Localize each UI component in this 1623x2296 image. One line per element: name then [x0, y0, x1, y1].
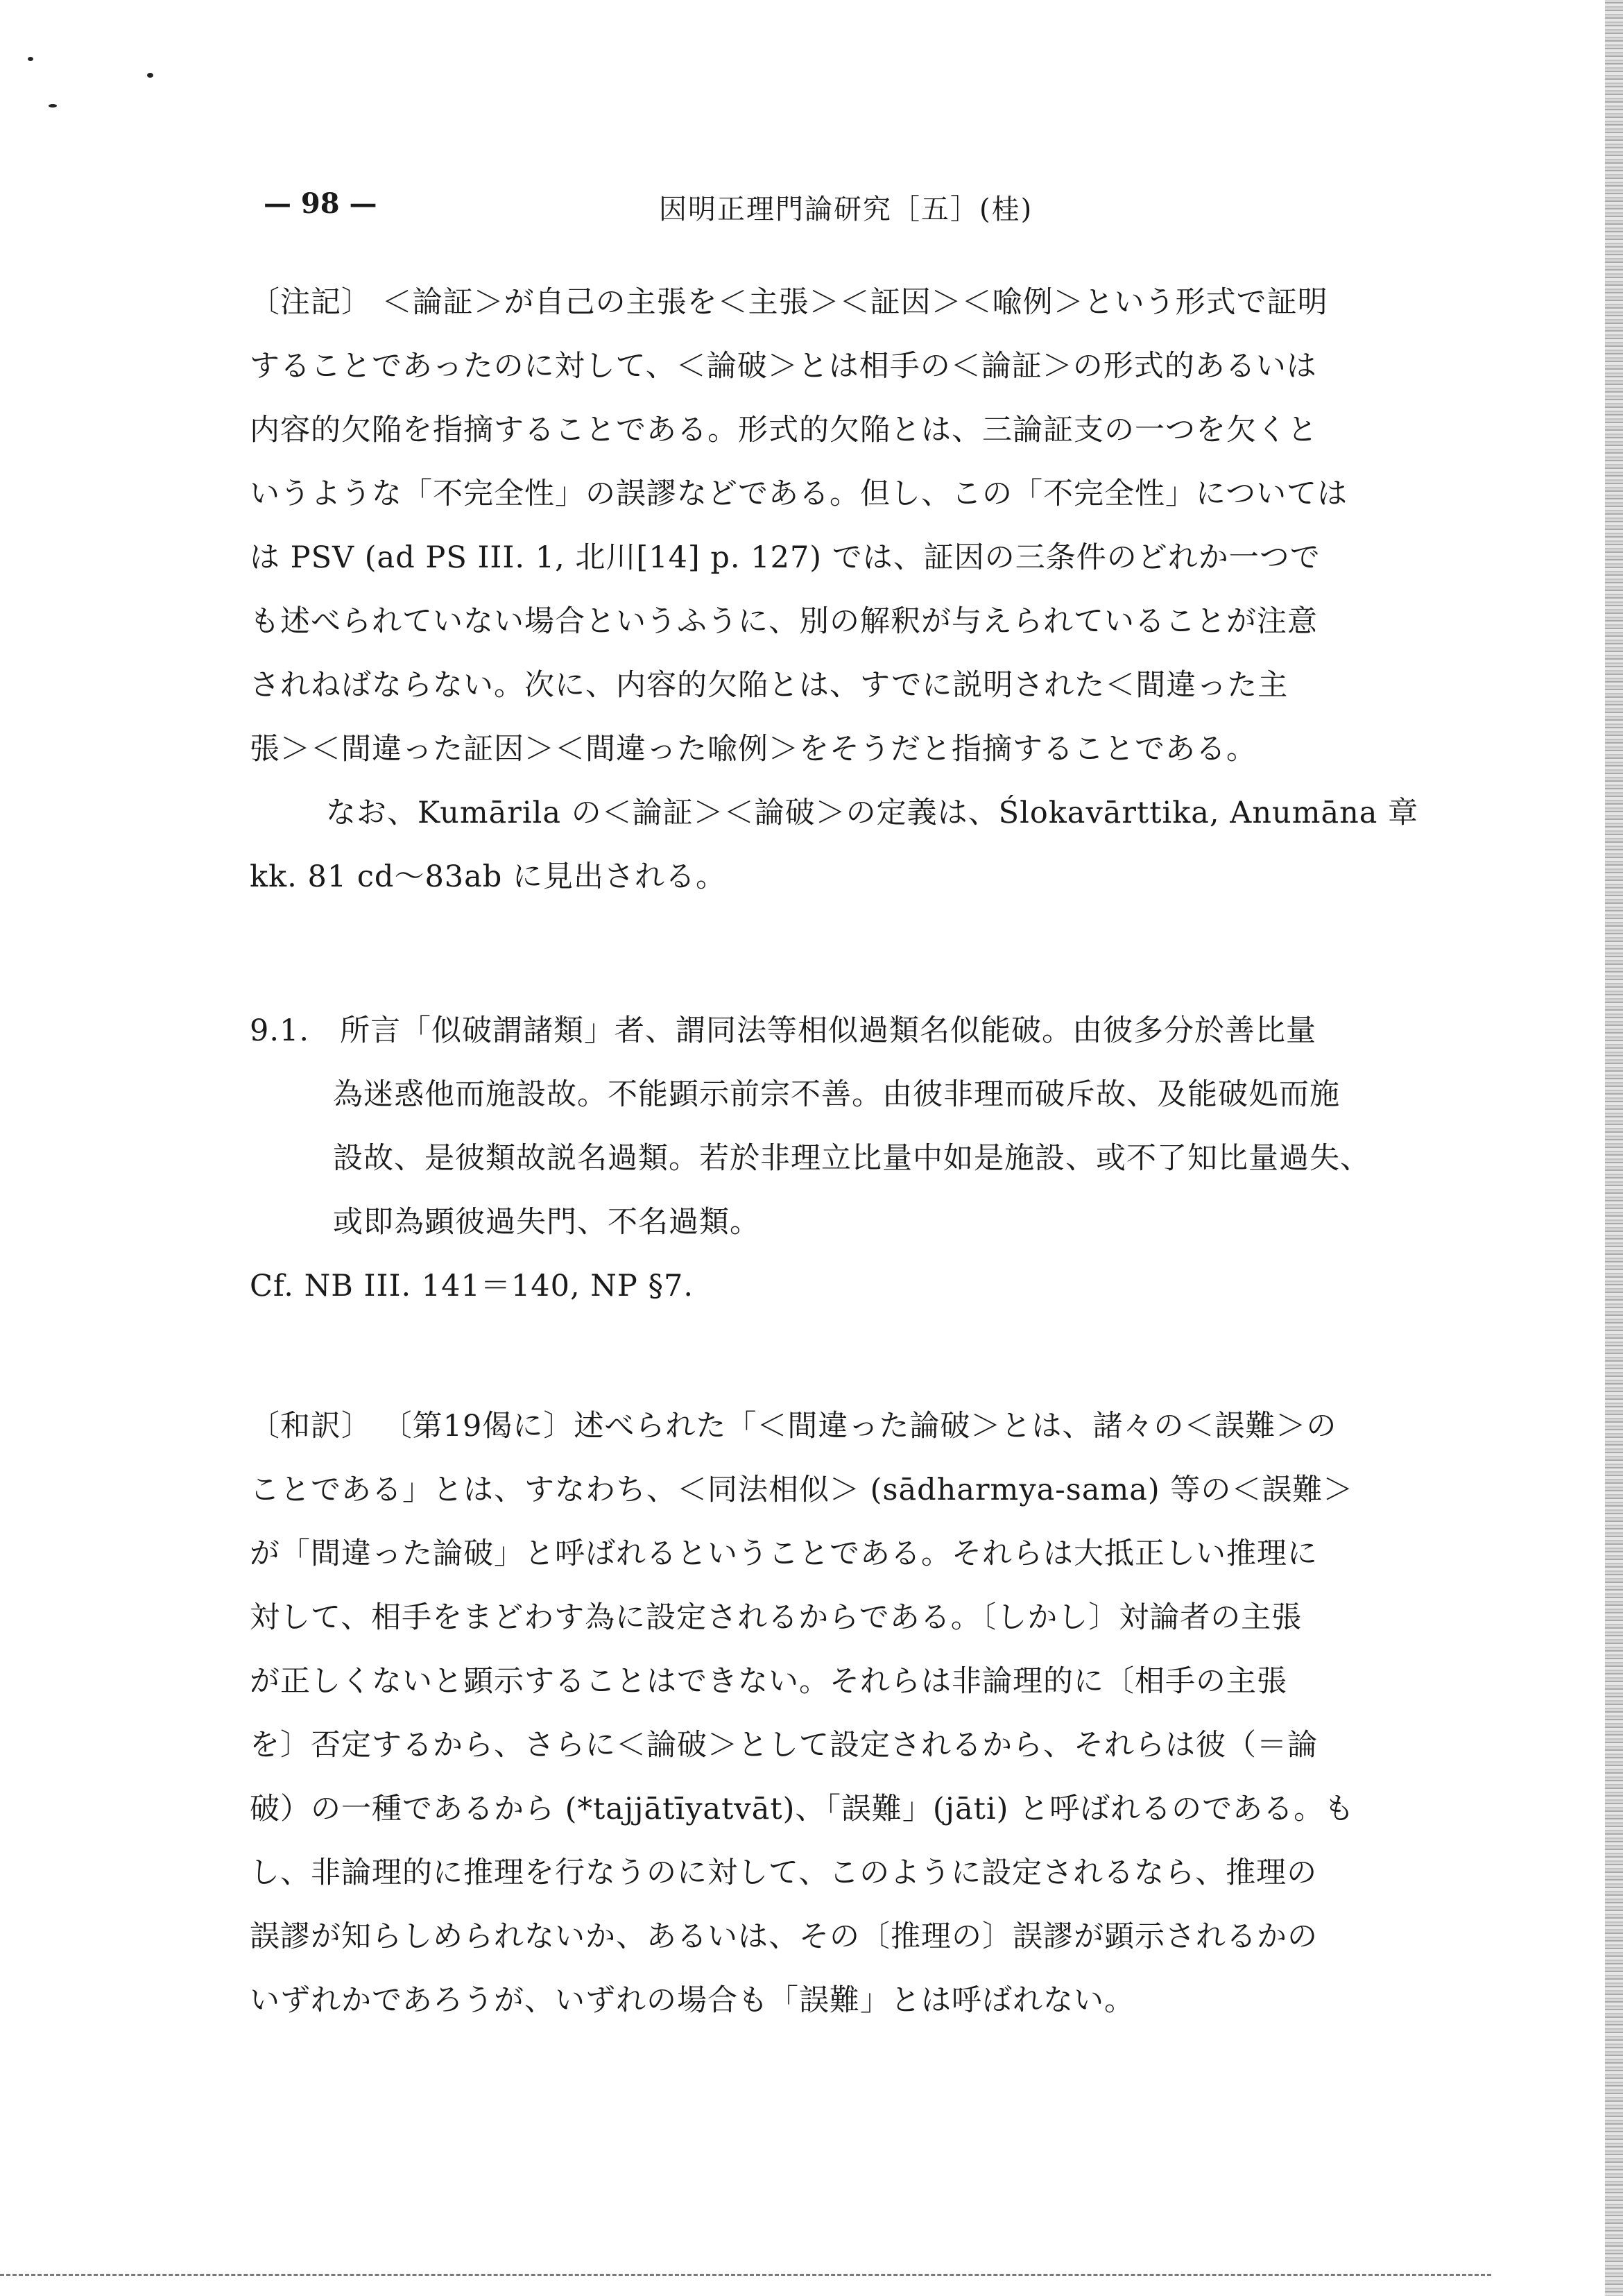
translation-line: ことである」とは、すなわち、＜同法相似＞ (sādharmya-sama) 等の＜誤難＞ — [250, 1473, 1354, 1507]
page-number: — 98 — — [264, 187, 377, 220]
scan-speck — [28, 57, 33, 61]
note-line: いうような「不完全性」の誤謬などである。但し、この「不完全性」については — [250, 477, 1348, 511]
translation-block — [250, 1394, 1457, 2032]
section-line: 設故、是彼類故説名過類。若於非理立比量中如是施設、或不了知比量過失、 — [333, 1141, 1371, 1176]
note-line: されねばならない。次に、内容的欠陥とは、すでに説明された＜間違った主 — [250, 668, 1289, 703]
translation-line: 〔和訳〕 〔第19偈に〕述べられた「＜間違った論破＞とは、諸々の＜誤難＞の — [250, 1409, 1337, 1443]
section-line: 9.1. 所言「似破謂諸類」者、謂同法等相似過類名似能破。由彼多分於善比量 — [250, 1013, 1317, 1048]
translation-line: 破）の一種であるから (*tajjātīyatvāt)、「誤難」(jāti) と呼ばれるのである。も — [250, 1792, 1355, 1826]
translation-line: が正しくないと顕示することはできない。それらは非論理的に〔相手の主張 — [250, 1664, 1287, 1699]
section-line: 或即為顕彼過失門、不名過類。 — [333, 1205, 760, 1240]
scan-edge-artifact — [1605, 0, 1623, 2296]
scan-speck — [147, 73, 153, 78]
note-line: は PSV (ad PS III. 1, 北川[14] p. 127) では、証因の三条件のどれか一つで — [250, 540, 1321, 575]
section-9-1 — [250, 999, 1457, 1318]
running-title: 因明正理門論研究［五］(桂) — [659, 194, 1033, 225]
footer-divider — [0, 2274, 1491, 2276]
scan-speck — [49, 104, 57, 108]
page-header — [250, 187, 1470, 236]
section-line: 為迷惑他而施設故。不能顕示前宗不善。由彼非理而破斥故、及能破処而施 — [333, 1077, 1340, 1112]
translation-line: し、非論理的に推理を行なうのに対して、このように設定されるなら、推理の — [250, 1856, 1318, 1890]
translation-line: いずれかであろうが、いずれの場合も「誤難」とは呼ばれない。 — [250, 1983, 1135, 2018]
note-line: 〔注記〕 ＜論証＞が自己の主張を＜主張＞＜証因＞＜喩例＞という形式で証明 — [250, 285, 1328, 320]
note-line: 内容的欠陥を指摘することである。形式的欠陥とは、三論証支の一つを欠くと — [250, 413, 1318, 447]
translation-line: 誤謬が知らしめられないか、あるいは、その〔推理の〕誤謬が顕示されるかの — [250, 1919, 1318, 1954]
note-block — [250, 271, 1457, 909]
note-line: も述べられていない場合というふうに、別の解釈が与えられていることが注意 — [250, 604, 1318, 639]
cf-reference: Cf. NB III. 141＝140, NP §7. — [250, 1269, 694, 1303]
note-line: なお、Kumārila の＜論証＞＜論破＞の定義は、Ślokavārttika, Anumāna 章 — [326, 796, 1419, 830]
translation-line: 対して、相手をまどわす為に設定されるからである。〔しかし〕対論者の主張 — [250, 1600, 1303, 1635]
note-line: することであったのに対して、＜論破＞とは相手の＜論証＞の形式的あるいは — [250, 349, 1317, 384]
note-line: kk. 81 cd～83ab に見出される。 — [250, 859, 726, 894]
translation-line: が「間違った論破」と呼ばれるということである。それらは大抵正しい推理に — [250, 1536, 1318, 1571]
note-line: 張＞＜間違った証因＞＜間違った喩例＞をそうだと指摘することである。 — [250, 732, 1257, 766]
translation-line: を〕否定するから、さらに＜論破＞として設定されるから、それらは彼（＝論 — [250, 1728, 1318, 1763]
